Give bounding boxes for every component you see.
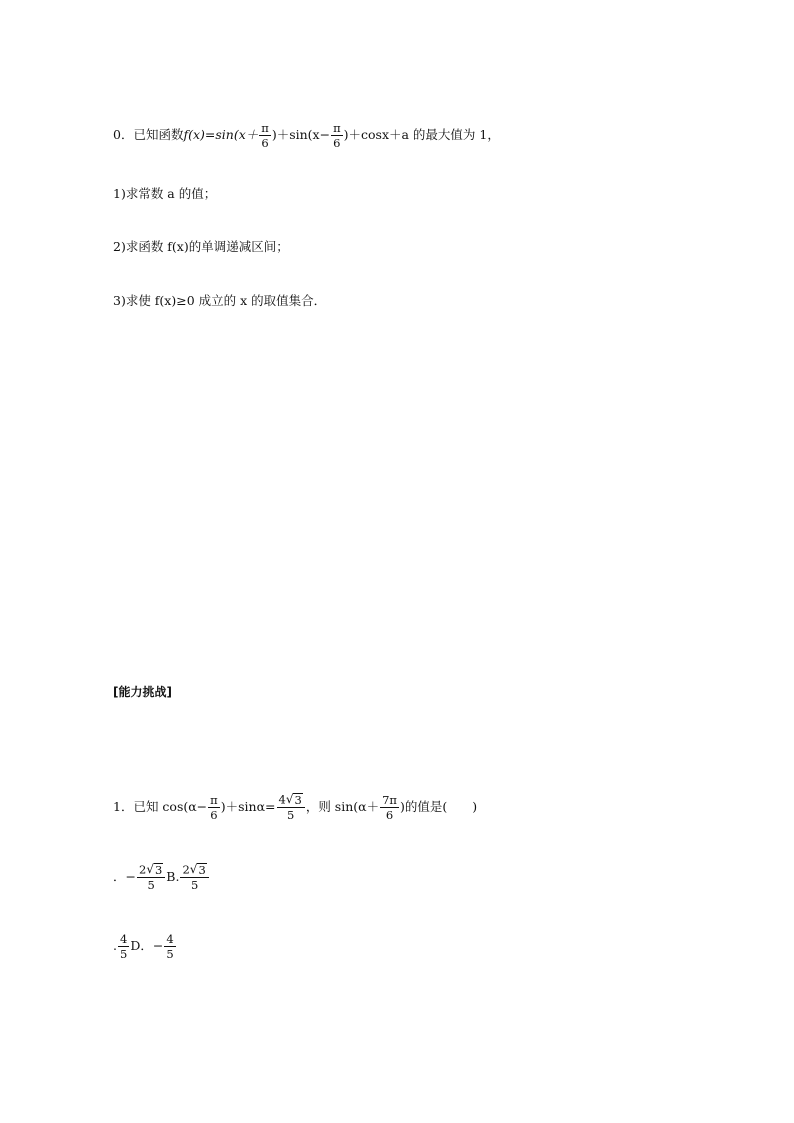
options-c-d xyxy=(113,933,177,960)
q11-tail: )的值是( ) xyxy=(399,798,478,814)
fraction-7pi-over-6: $\frac{7\pi}{6}$ xyxy=(382,792,397,822)
q10-mid: )＋sin(x− xyxy=(271,127,331,143)
fraction-pi-over-6: $\frac{\pi}{6}$ xyxy=(261,121,269,151)
sqrt-3: √ 3 xyxy=(285,792,302,807)
options-a-b xyxy=(113,863,210,891)
q11-lead: 1．已知 cos(α− xyxy=(113,798,208,814)
q10-f-open: f(x)=sin(x＋ xyxy=(183,127,259,143)
question-11-stem xyxy=(113,793,477,821)
option-b-fraction: 2 √ 3 5 xyxy=(180,863,208,891)
option-a-prefix: ．− xyxy=(113,868,136,884)
q11-sep: ，则 sin(α＋ xyxy=(305,798,380,814)
question-10-part-3: 3)求使 f(x)≥0 成立的 x 的取值集合． xyxy=(113,293,327,308)
q11-mid: )＋sinα= xyxy=(220,798,276,814)
option-a-fraction: 2 √ 3 5 xyxy=(137,863,165,891)
option-c-prefix: . xyxy=(113,938,117,954)
option-d-fraction: $\frac{4}{5}$ xyxy=(166,932,174,962)
section-heading: [能力挑战] xyxy=(113,685,172,699)
option-d-label: D．− xyxy=(130,938,164,954)
question-10-stem xyxy=(113,122,500,149)
fraction-pi-over-6-b: $\frac{\pi}{6}$ xyxy=(333,121,341,151)
question-10-part-1: 1)求常数 a 的值； xyxy=(113,186,217,201)
option-c-fraction: $\frac{4}{5}$ xyxy=(119,932,128,962)
fraction-4-root3-over-5: 4 √ 3 5 xyxy=(277,793,305,821)
question-10-part-2: 2)求函数 f(x)的单调递减区间； xyxy=(113,239,289,254)
q10-lead: 0．已知函数 xyxy=(113,127,184,143)
fraction-pi-over-6-c: $\frac{\pi}{6}$ xyxy=(210,792,218,822)
q10-tail: )＋cosx＋a 的最大值为 1， xyxy=(343,127,500,143)
option-b-label: B. xyxy=(166,868,180,884)
